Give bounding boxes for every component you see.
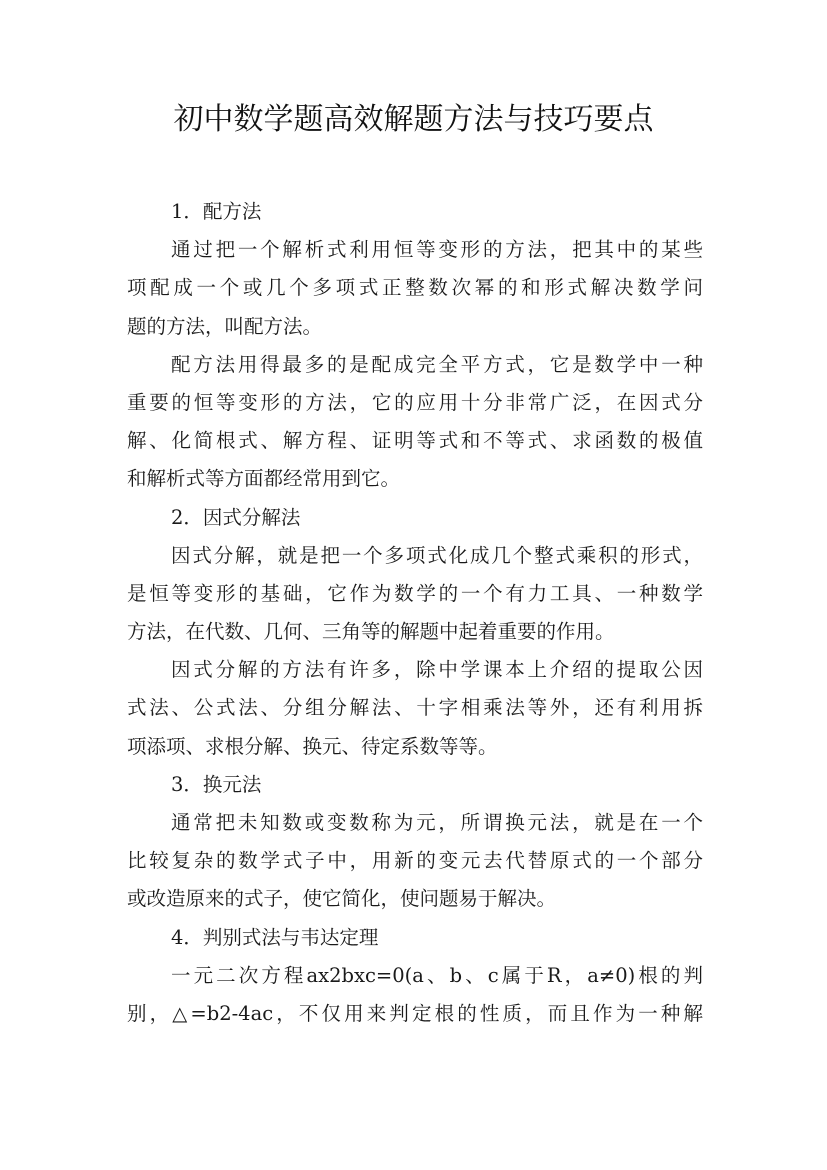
paragraph-line: 项配成一个或几个多项式正整数次幂的和形式解决数学问 <box>127 276 703 300</box>
paragraph-line: 一元二次方程ax2bxc=0(a、b、c属于R，a≠0)根的判 <box>171 963 703 987</box>
section-heading: 4．判别式法与韦达定理 <box>171 925 379 949</box>
paragraph-line: 方法，在代数、几何、三角等的解题中起着重要的作用。 <box>127 620 615 644</box>
paragraph-line: 解、化简根式、解方程、证明等式和不等式、求函数的极值 <box>127 429 703 453</box>
paragraph-line: 是恒等变形的基础，它作为数学的一个有力工具、一种数学 <box>127 581 703 605</box>
paragraph-line: 重要的恒等变形的方法，它的应用十分非常广泛，在因式分 <box>127 390 703 414</box>
section-heading: 1．配方法 <box>171 200 262 223</box>
document-title: 初中数学题高效解题方法与技巧要点 <box>173 102 654 137</box>
paragraph-line: 和解析式等方面都经常用到它。 <box>127 467 401 491</box>
section-heading: 3．换元法 <box>171 772 262 796</box>
paragraph-line: 项添项、求根分解、换元、待定系数等等。 <box>127 734 498 758</box>
paragraph-line: 比较复杂的数学式子中，用新的变元去代替原式的一个部分 <box>127 849 703 873</box>
section-heading: 2．因式分解法 <box>171 505 301 529</box>
paragraph-line: 式法、公式法、分组分解法、十字相乘法等外，还有利用拆 <box>127 696 703 720</box>
paragraph-line: 或改造原来的式子，使它简化，使问题易于解决。 <box>127 887 557 911</box>
paragraph-line: 题的方法，叫配方法。 <box>127 314 323 338</box>
paragraph-line: 配方法用得最多的是配成完全平方式，它是数学中一种 <box>171 352 703 376</box>
paragraph-line: 通常把未知数或变数称为元，所谓换元法，就是在一个 <box>171 811 703 834</box>
paragraph-line: 别，△=b2-4ac，不仅用来判定根的性质，而且作为一种解 <box>127 1001 703 1025</box>
paragraph-line: 因式分解，就是把一个多项式化成几个整式乘积的形式， <box>171 543 703 567</box>
document-body <box>127 193 703 1033</box>
paragraph-line: 因式分解的方法有许多，除中学课本上介绍的提取公因 <box>171 658 703 682</box>
paragraph-line: 通过把一个解析式利用恒等变形的方法，把其中的某些 <box>171 238 703 262</box>
